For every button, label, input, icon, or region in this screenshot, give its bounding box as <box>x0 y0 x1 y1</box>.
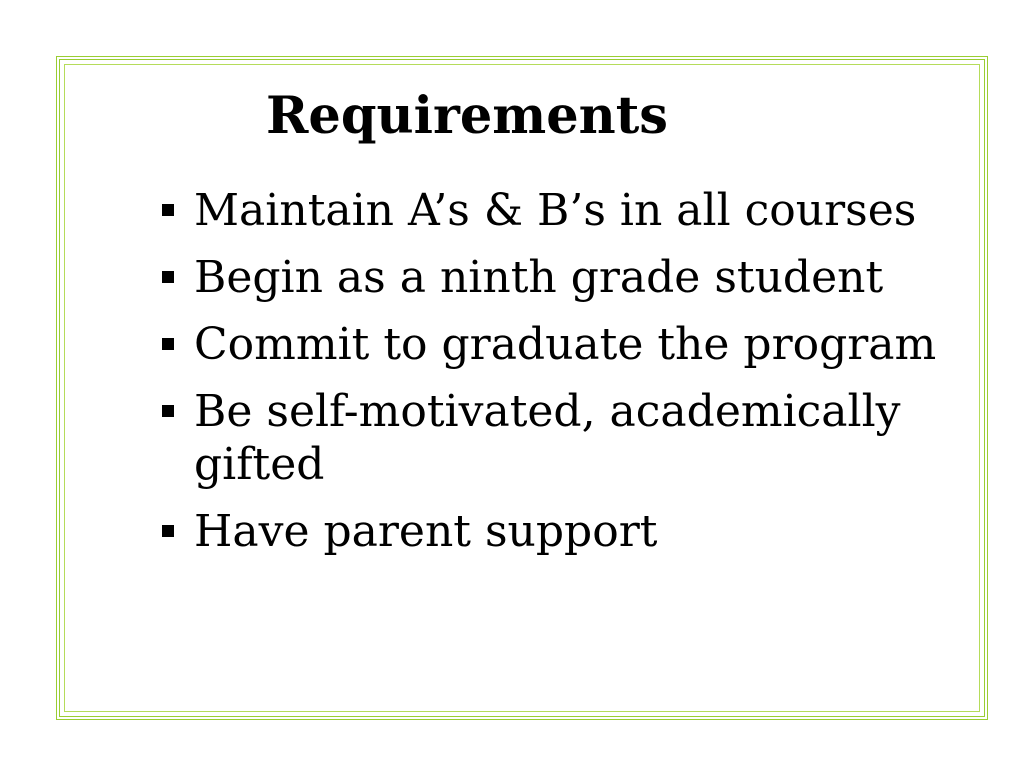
list-item <box>160 385 960 491</box>
list-item-text: Begin as a ninth grade student <box>194 252 884 303</box>
list-item-text: Commit to graduate the program <box>194 319 937 370</box>
list-item-text: Be self-motivated, academically gifted <box>194 386 901 490</box>
requirements-list <box>160 184 960 572</box>
list-item <box>160 318 960 371</box>
list-item-text: Maintain A’s & B’s in all courses <box>194 185 917 236</box>
square-bullet-icon <box>162 405 174 417</box>
list-item <box>160 251 960 304</box>
slide-title: Requirements <box>266 86 669 146</box>
square-bullet-icon <box>162 338 174 350</box>
square-bullet-icon <box>162 204 174 216</box>
square-bullet-icon <box>162 271 174 283</box>
square-bullet-icon <box>162 525 174 537</box>
list-item-text: Have parent support <box>194 506 658 557</box>
list-item <box>160 505 960 558</box>
list-item <box>160 184 960 237</box>
